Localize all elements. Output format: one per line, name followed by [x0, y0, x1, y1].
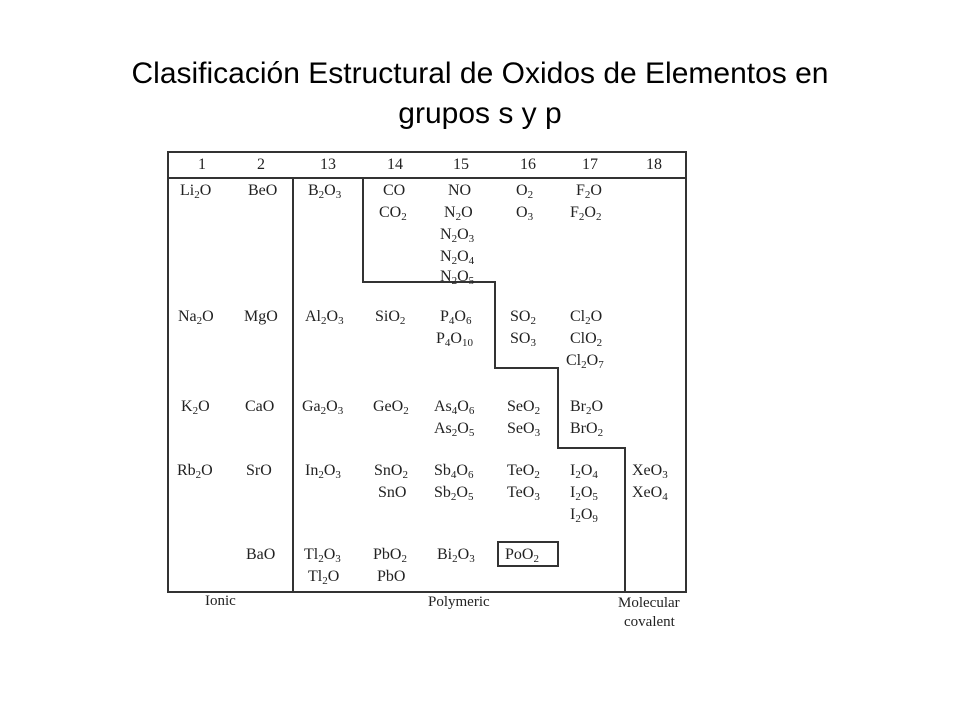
group-header-2: 2 — [257, 156, 265, 173]
oxide-teo3: TeO$_3$ — [507, 484, 540, 503]
oxide-sno2: SnO$_2$ — [374, 462, 408, 481]
region-label-ionic: Ionic — [205, 593, 236, 609]
oxide-as2o5: $As_2O_5$ — [434, 420, 475, 439]
oxide-p4o6: $P_4O_6$ — [440, 308, 472, 327]
molecular-boundary — [363, 178, 625, 592]
oxide-so2: $SO_2$ — [510, 308, 536, 327]
oxide-pbo2: PbO$_2$ — [373, 546, 407, 565]
oxide-seo3: SeO$_3$ — [507, 420, 541, 439]
group-header-16: 16 — [520, 156, 536, 173]
oxide-as4o6: $As_4O_6$ — [434, 398, 475, 417]
oxide-n2o4: $N_2O_4$ — [440, 248, 475, 267]
oxide-i2o4: $I_2O_4$ — [570, 462, 598, 481]
title-line-2: grupos s y p — [398, 97, 562, 130]
region-label-molecular: Molecular — [618, 595, 680, 611]
oxide-i2o9: $I_2O_9$ — [570, 506, 598, 525]
oxide-tl2o: $Tl_2O$ — [308, 568, 340, 587]
oxide-f2o: $F_2O$ — [576, 182, 602, 201]
oxide-clo2: ClO$_2$ — [570, 330, 603, 349]
outer-border — [168, 152, 686, 592]
oxide-k2o: $K_2O$ — [181, 398, 210, 417]
oxide-seo2: SeO$_2$ — [507, 398, 541, 417]
oxide-bro2: BrO$_2$ — [570, 420, 604, 439]
oxide-f2o2: $F_2O_2$ — [570, 204, 602, 223]
oxide-xeo3: XeO$_3$ — [632, 462, 668, 481]
region-label-polymeric: Polymeric — [428, 594, 490, 610]
group-header-17: 17 — [582, 156, 598, 173]
oxide-sb4o6: $Sb_4O_6$ — [434, 462, 474, 481]
oxide-tl2o3: $Tl_2O_3$ — [304, 546, 341, 565]
oxide-br2o: $Br_2O$ — [570, 398, 604, 417]
group-header-14: 14 — [387, 156, 403, 173]
oxide-cl2o: $Cl_2O$ — [570, 308, 603, 327]
oxide-i2o5: $I_2O_5$ — [570, 484, 598, 503]
oxide-no: NO — [448, 182, 472, 199]
region-label-covalent: covalent — [624, 614, 675, 630]
group-header-15: 15 — [453, 156, 469, 173]
oxide-rb2o: $Rb_2O$ — [177, 462, 213, 481]
oxide-n2o5: $N_2O_5$ — [440, 268, 475, 287]
oxide-teo2: TeO$_2$ — [507, 462, 540, 481]
oxide-in2o3: $In_2O_3$ — [305, 462, 341, 481]
oxide-co2: $CO_2$ — [379, 204, 407, 223]
oxide-n2o: $N_2O$ — [444, 204, 473, 223]
oxide-bi2o3: $Bi_2O_3$ — [437, 546, 475, 565]
oxide-xeo4: XeO$_4$ — [632, 484, 668, 503]
oxide-n2o3: $N_2O_3$ — [440, 226, 475, 245]
oxide-so3: $SO_3$ — [510, 330, 536, 349]
oxide-sio2: SiO$_2$ — [375, 308, 406, 327]
oxide-cao: CaO — [245, 398, 275, 415]
oxide-p4o10: $P_4O_{10}$ — [436, 330, 473, 349]
group-header-13: 13 — [320, 156, 336, 173]
oxide-co: CO — [383, 182, 406, 199]
oxide-sno: SnO — [378, 484, 407, 501]
oxide-bao: BaO — [246, 546, 276, 563]
oxide-sb2o5: $Sb_2O_5$ — [434, 484, 474, 503]
oxide-o3: $O_3$ — [516, 204, 534, 223]
oxide-al2o3: $Al_2O_3$ — [305, 308, 344, 327]
group-header-18: 18 — [646, 156, 662, 173]
oxide-mgo: MgO — [244, 308, 278, 325]
oxide-beo: BeO — [248, 182, 278, 199]
oxide-b2o3: $B_2O_3$ — [308, 182, 342, 201]
oxide-poo2: PoO$_2$ — [505, 546, 539, 565]
oxide-sro: SrO — [246, 462, 272, 479]
group-header-1: 1 — [198, 156, 206, 173]
oxide-geo2: GeO$_2$ — [373, 398, 409, 417]
oxide-cl2o7: $Cl_2O_7$ — [566, 352, 604, 371]
title-line-1: Clasificación Estructural de Oxidos de Elementos en — [131, 57, 829, 90]
oxide-li2o: $Li_2O$ — [180, 182, 212, 201]
oxide-pbo: PbO — [377, 568, 406, 585]
oxide-o2: $O_2$ — [516, 182, 534, 201]
oxide-ga2o3: $Ga_2O_3$ — [302, 398, 344, 417]
oxide-na2o: $Na_2O$ — [178, 308, 214, 327]
